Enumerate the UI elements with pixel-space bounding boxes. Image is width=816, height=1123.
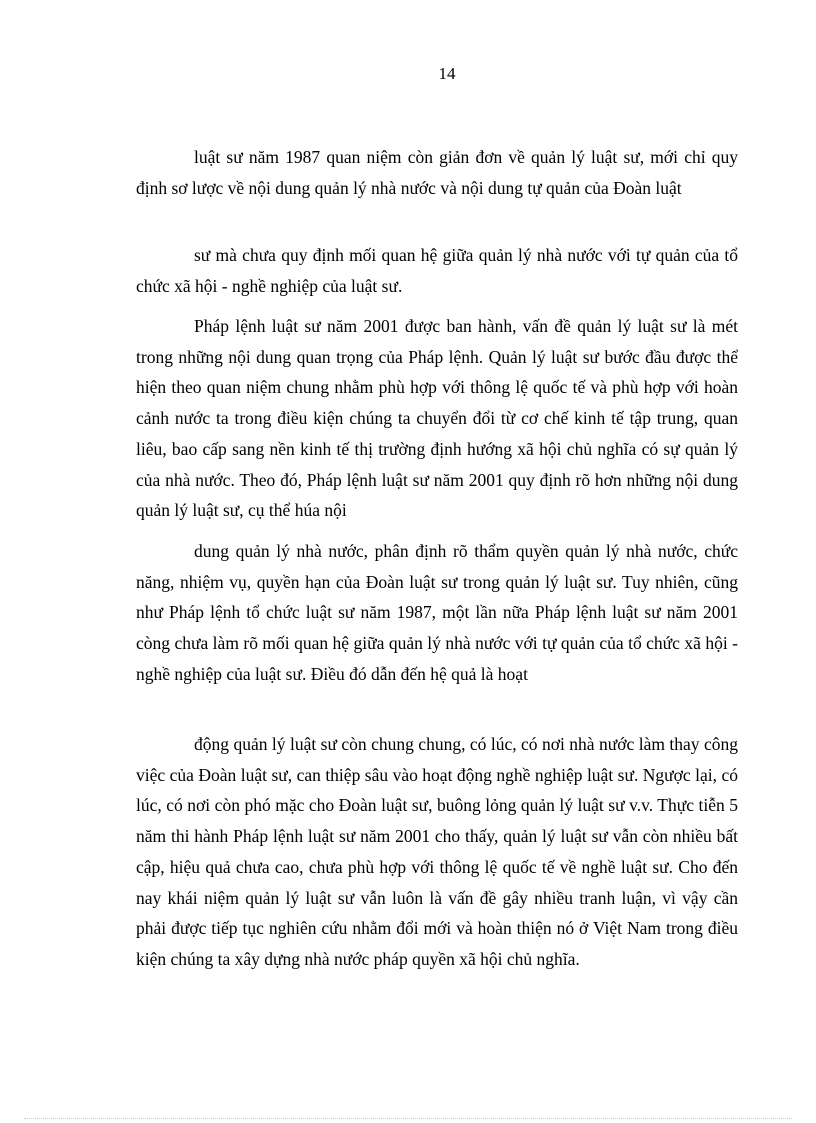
paragraph-block-1 <box>136 142 738 203</box>
paragraph-block-4 <box>136 536 738 690</box>
paragraph-block-3 <box>136 311 738 526</box>
paragraph: động quản lý luật sư còn chung chung, có lúc, có nơi nhà nước làm thay công việc của Đoàn luật sư, can thiệp sâu vào hoạt động nghề nghiệp luật sư. Ngược lại, có lúc, có nơi còn phó mặc cho Đoàn luật sư, buông lỏng quản lý luật sư v.v. Thực tiễn 5 năm thi hành Pháp lệnh luật sư năm 2001 cho thấy, quản lý luật sư vẫn còn nhiều bất cập, hiệu quả chưa cao, chưa phù hợp với thông lệ quốc tế về nghề luật sư. Cho đến nay khái niệm quản lý luật sư vẫn luôn là vấn đề gây nhiều tranh luận, vì vậy cần phải được tiếp tục nghiên cứu nhằm đổi mới và hoàn thiện nó ở Việt Nam trong điều kiện chúng ta xây dựng nhà nước pháp quyền xã hội chủ nghĩa. <box>136 734 738 969</box>
paragraph: dung quản lý nhà nước, phân định rõ thẩm quyền quản lý nhà nước, chức năng, nhiệm vụ, quyền hạn của Đoàn luật sư trong quản lý luật sư. Tuy nhiên, cũng như Pháp lệnh tổ chức luật sư năm 1987, một lần nữa Pháp lệnh luật sư năm 2001 còng chưa làm rõ mối quan hệ giữa quản lý nhà nước với tự quản của tổ chức xã hội - nghề nghiệp của luật sư. Điều đó dẫn đến hệ quả là hoạt <box>136 541 738 684</box>
page-bottom-divider <box>24 1118 792 1119</box>
paragraph: sư mà chưa quy định mối quan hệ giữa quản lý nhà nước với tự quản của tổ chức xã hội - nghề nghiệp của luật sư. <box>136 245 738 296</box>
paragraph: Pháp lệnh luật sư năm 2001 được ban hành, vấn đề quản lý luật sư là mét trong những nội dung quan trọng của Pháp lệnh. Quản lý luật sư bước đầu được thể hiện theo quan niệm chung nhằm phù hợp với thông lệ quốc tế và phù hợp với hoàn cảnh nước ta trong điều kiện chúng ta chuyển đổi từ cơ chế kinh tế tập trung, quan liêu, bao cấp sang nền kinh tế thị trường định hướng xã hội chủ nghĩa có sự quản lý của nhà nước. Theo đó, Pháp lệnh luật sư năm 2001 quy định rõ hơn những nội dung quản lý luật sư, cụ thể húa nội <box>136 316 738 521</box>
paragraph-block-2 <box>136 240 738 301</box>
paragraph: luật sư năm 1987 quan niệm còn giản đơn về quản lý luật sư, mới chỉ quy định sơ lược về nội dung quản lý nhà nước và nội dung tự quản của Đoàn luật <box>136 147 738 198</box>
paragraph-block-5 <box>136 729 738 975</box>
page-number: 14 <box>438 64 456 83</box>
